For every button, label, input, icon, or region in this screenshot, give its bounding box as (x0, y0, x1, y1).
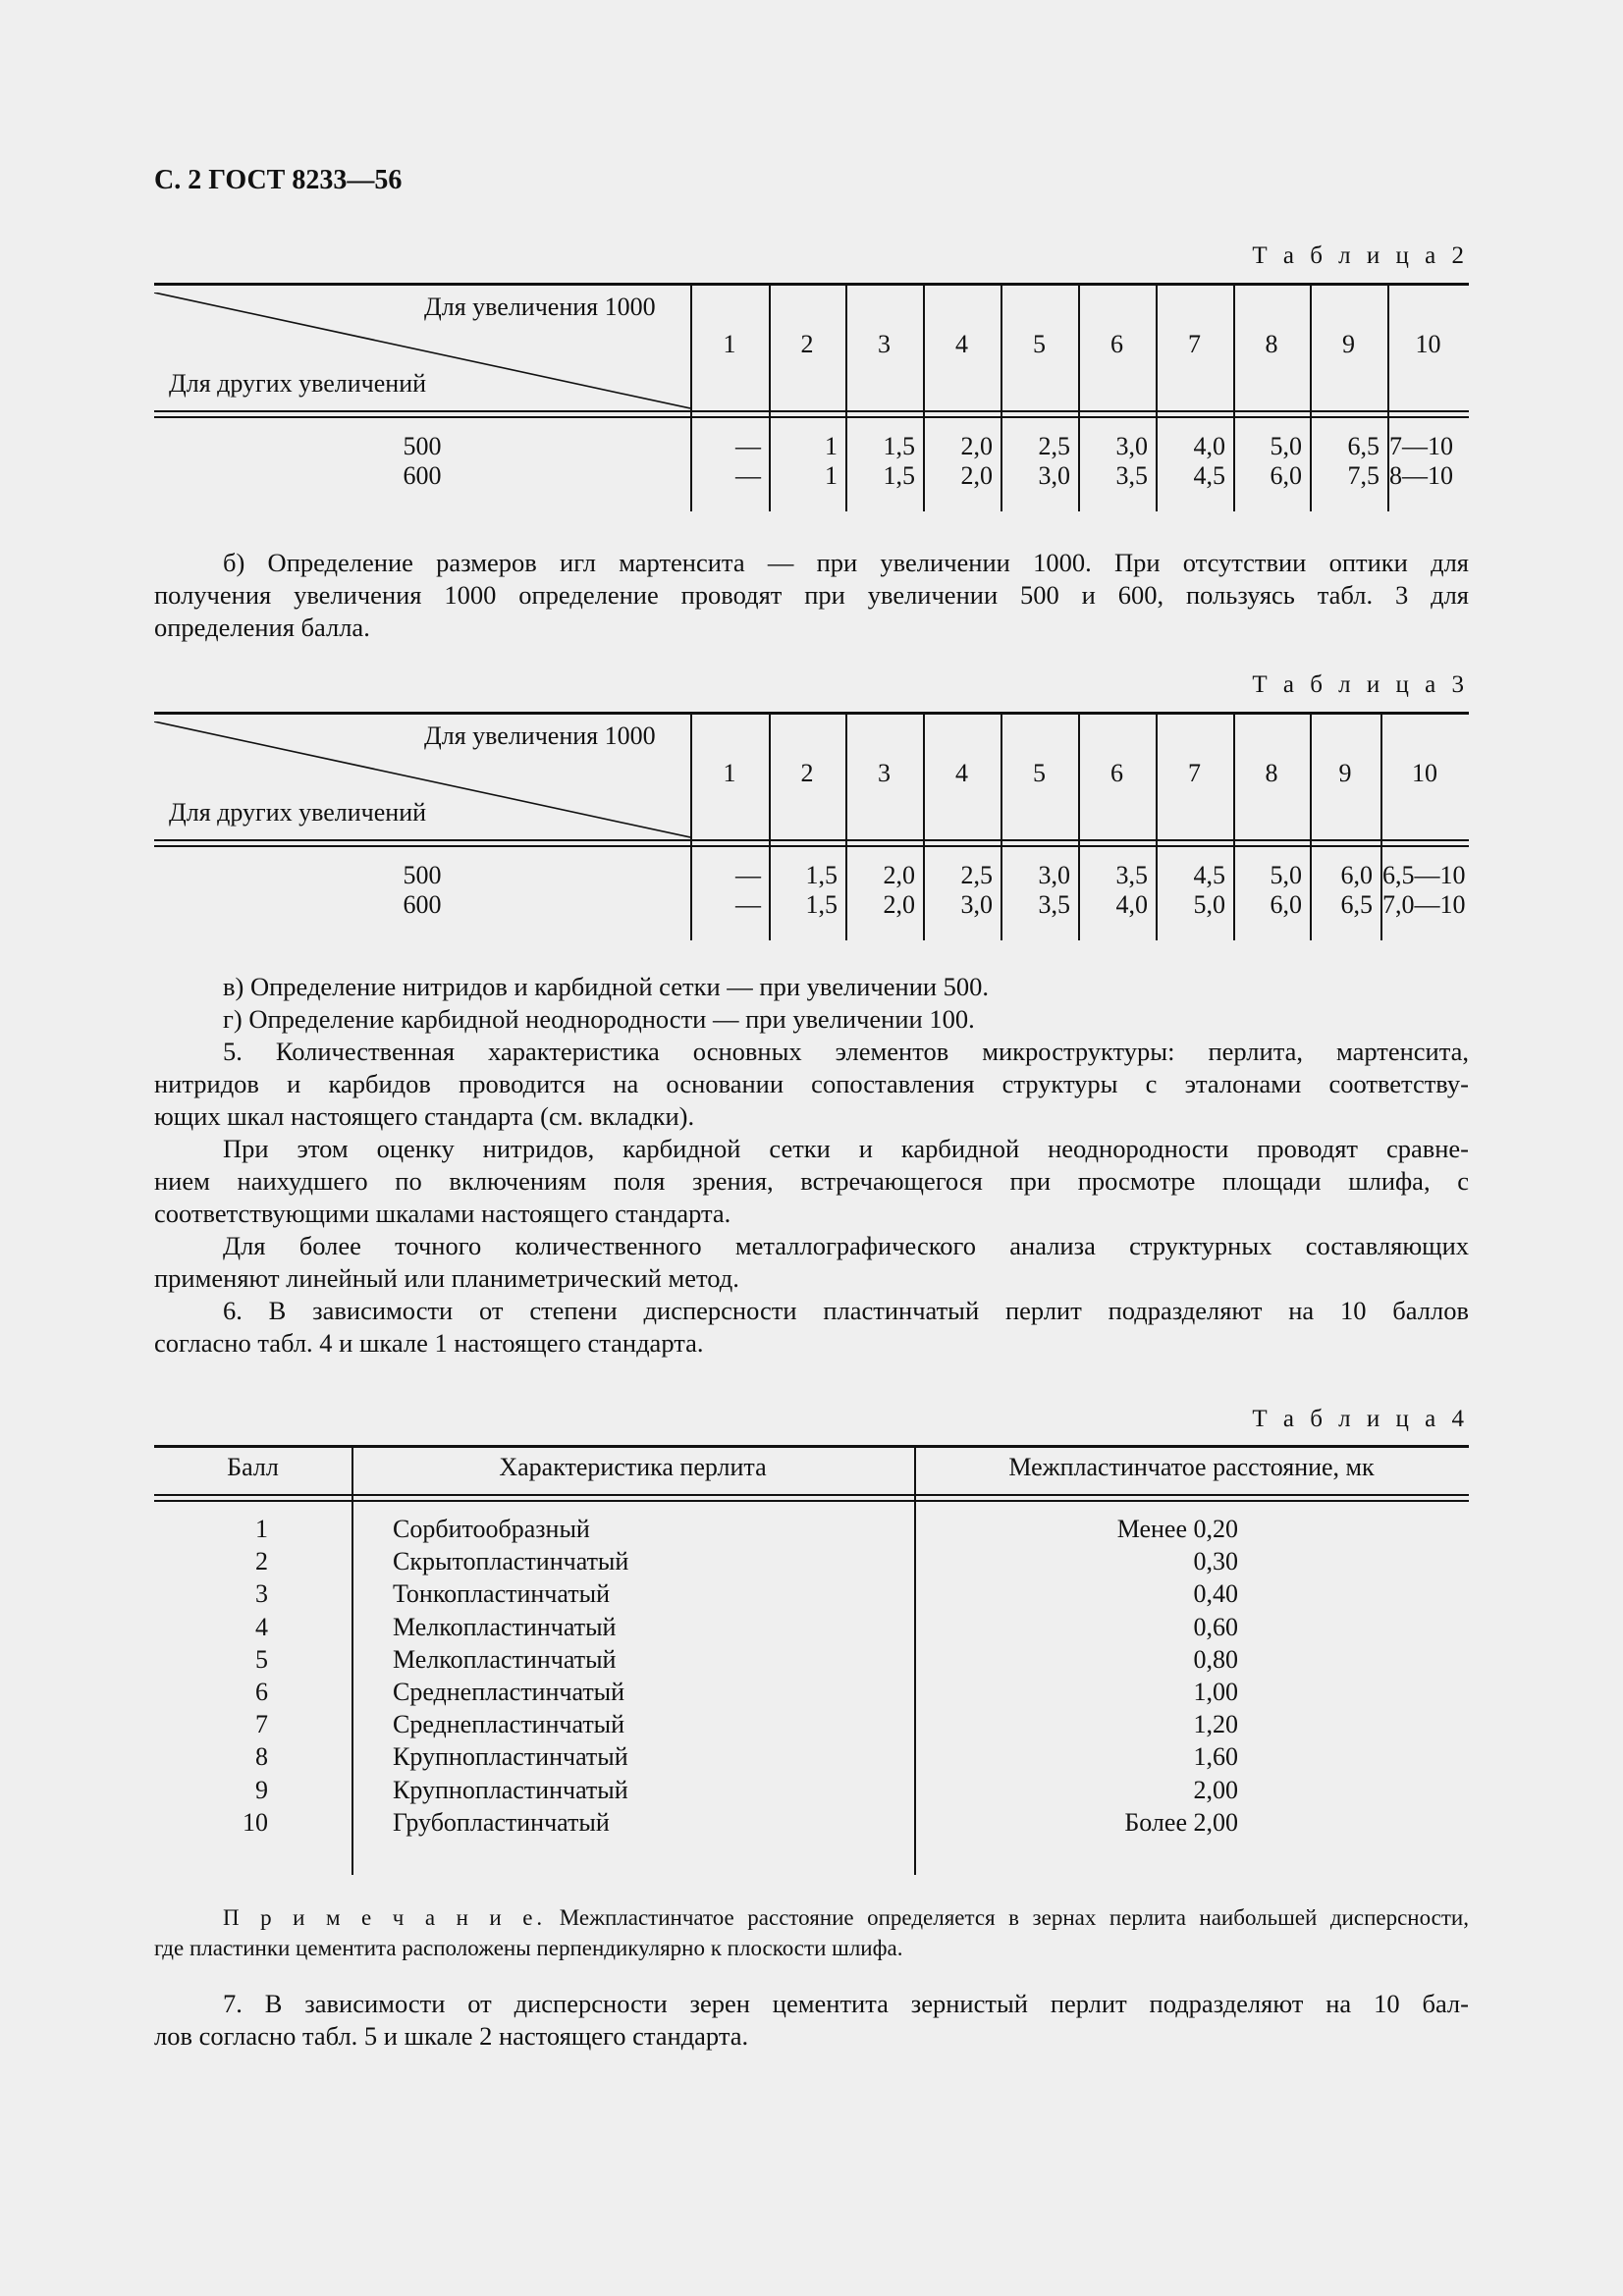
table-cell-ball: 5 (255, 1644, 268, 1674)
row-label: 600 (403, 461, 442, 490)
table-cell-distance: 1,60 (1193, 1742, 1238, 1772)
body-line: применяют линейный или планиметрический метод. (154, 1263, 739, 1293)
table-cell-ball: 4 (255, 1612, 268, 1641)
table-cell: 1 (825, 461, 838, 490)
table-cell-ball: 6 (255, 1678, 268, 1706)
table-cell-ball: 3 (255, 1579, 268, 1609)
paragraph-b (154, 547, 1469, 644)
table-cell: 1,5 (883, 461, 915, 490)
column-rule (352, 1445, 353, 1875)
page-header: С. 2 ГОСТ 8233—56 (154, 165, 403, 195)
table3-caption: Т а б л и ц а 3 (1252, 671, 1469, 698)
table-cell: 8—10 (1389, 461, 1453, 490)
table-cell-characteristic: Среднепластинчатый (393, 1678, 625, 1706)
corner-label-top: Для увеличения 1000 (424, 293, 656, 321)
column-header: 5 (1033, 759, 1046, 787)
table-cell: 2,5 (960, 861, 993, 889)
column-header: 9 (1338, 759, 1352, 787)
column-header: Характеристика перлита (499, 1453, 767, 1481)
table-cell: 6,0 (1270, 461, 1302, 490)
table-cell-characteristic: Грубопластинчатый (393, 1807, 610, 1837)
body-line: ющих шкал настоящего стандарта (см. вкладки). (154, 1101, 695, 1131)
corner-label-top: Для увеличения 1000 (424, 721, 656, 750)
table-cell-characteristic: Крупнопластинчатый (393, 1775, 628, 1804)
column-header: 6 (1110, 759, 1123, 787)
table-cell: 2,0 (883, 861, 915, 889)
paragraph-b-line: б) Определение размеров игл мартенсита — при увеличении 1000. При отсутствии оптики для (223, 548, 1469, 577)
column-header: 7 (1188, 330, 1201, 358)
table-cell: 2,0 (960, 432, 993, 460)
table-cell-ball: 1 (255, 1515, 268, 1543)
body-line: г) Определение карбидной неоднородности — при увеличении 100. (223, 1004, 975, 1034)
row-label: 500 (403, 861, 442, 889)
table-cell: 4,5 (1193, 861, 1225, 889)
row-label: 600 (403, 890, 442, 919)
table-cell: 2,0 (960, 461, 993, 490)
table-cell-characteristic: Крупнопластинчатый (393, 1742, 628, 1772)
note-line (154, 1902, 1469, 1933)
table-cell: 1,5 (805, 890, 838, 919)
table-cell: — (735, 861, 761, 889)
table-cell: 6,0 (1270, 890, 1302, 919)
column-header: 10 (1412, 759, 1437, 787)
table-cell-distance: Менее 0,20 (1116, 1515, 1238, 1543)
table4-note (154, 1902, 1469, 1963)
column-header: 2 (800, 759, 814, 787)
table-cell: 3,5 (1115, 461, 1148, 490)
body-text (154, 971, 1469, 1360)
table-cell: — (735, 432, 761, 460)
column-header: 2 (800, 330, 814, 358)
table-cell-distance: 0,60 (1193, 1612, 1238, 1641)
table-cell-ball: 2 (255, 1547, 268, 1576)
table-cell: 4,5 (1193, 461, 1225, 490)
table-cell: 3,0 (1115, 432, 1148, 460)
table-cell-distance: 0,40 (1193, 1579, 1238, 1609)
column-header: 9 (1342, 330, 1355, 358)
body-line: соответствующими шкалами настоящего стандарта. (154, 1199, 731, 1228)
table-cell-characteristic: Мелкопластинчатый (393, 1612, 617, 1641)
table-cell-ball: 10 (243, 1807, 268, 1837)
table-cell-characteristic: Среднепластинчатый (393, 1710, 625, 1739)
column-header: Балл (227, 1453, 279, 1481)
table-cell-characteristic: Сорбитообразный (393, 1515, 590, 1543)
note-label: П р и м е ч а н и е. (223, 1905, 547, 1930)
table-cell: — (735, 461, 761, 490)
table-cell-ball: 7 (255, 1710, 268, 1739)
paragraph-7 (154, 1988, 1469, 2053)
corner-label-bottom: Для других увеличений (169, 798, 427, 827)
table-cell: 7,5 (1347, 461, 1380, 490)
column-header: Межпластинчатое расстояние, мк (1008, 1453, 1375, 1481)
row-label: 500 (403, 432, 442, 460)
table-cell: 3,0 (960, 890, 993, 919)
table-cell: 3,0 (1038, 461, 1070, 490)
column-header: 4 (955, 759, 968, 787)
table-cell: 2,5 (1038, 432, 1070, 460)
table-cell: 7,0—10 (1382, 890, 1466, 919)
body-line: 6. В зависимости от степени дисперсности пластинчатый перлит подразделяют на 10 баллов (223, 1296, 1469, 1325)
table-cell: 3,5 (1038, 890, 1070, 919)
table-top-rule (154, 283, 1469, 286)
table-cell-ball: 9 (255, 1775, 268, 1804)
corner-label-bottom: Для других увеличений (169, 369, 427, 398)
table-cell-ball: 8 (255, 1742, 268, 1772)
body-line: нием наихудшего по включениям поля зрения, встречающегося при просмотре площади шлифа, с (154, 1166, 1469, 1196)
table-cell: 4,0 (1115, 890, 1148, 919)
table-cell-characteristic: Тонкопластинчатый (393, 1579, 610, 1609)
table-cell-distance: Более 2,00 (1124, 1807, 1238, 1837)
column-header: 1 (723, 330, 736, 358)
paragraph-7-line: лов согласно табл. 5 и шкале 2 настоящего стандарта. (154, 2021, 749, 2051)
table-cell: 7—10 (1389, 432, 1453, 460)
table-cell: 6,5 (1347, 432, 1380, 460)
column-header: 3 (878, 330, 891, 358)
table-cell: 5,0 (1270, 861, 1302, 889)
paragraph-b-line: определения балла. (154, 613, 370, 642)
note-line: где пластинки цементита расположены перпендикулярно к плоскости шлифа. (154, 1936, 903, 1960)
table2-caption: Т а б л и ц а 2 (1252, 242, 1469, 269)
column-header: 1 (723, 759, 736, 787)
column-header: 8 (1265, 759, 1278, 787)
table-cell-characteristic: Скрытопластинчатый (393, 1547, 629, 1576)
table-cell-distance: 1,00 (1193, 1678, 1238, 1706)
table-cell: 6,0 (1340, 861, 1373, 889)
table-cell: 6,5 (1340, 890, 1373, 919)
column-header: 8 (1265, 330, 1278, 358)
table-cell: 4,0 (1193, 432, 1225, 460)
table-cell: — (735, 890, 761, 919)
table-header-rule (154, 416, 1469, 418)
table-cell-distance: 2,00 (1193, 1775, 1238, 1804)
table-cell-distance: 0,30 (1193, 1547, 1238, 1576)
table-header-rule (154, 845, 1469, 847)
table4-caption: Т а б л и ц а 4 (1252, 1406, 1469, 1432)
body-line: 5. Количественная характеристика основных элементов микроструктуры: перлита, мартенсита, (223, 1037, 1469, 1066)
paragraph-7-line: 7. В зависимости от дисперсности зерен цементита зернистый перлит подразделяют на 10 бал- (223, 1989, 1469, 2018)
note-text: Межпластинчатое расстояние определяется в зернах перлита наибольшей дисперсности, (559, 1905, 1469, 1930)
table-cell: 5,0 (1193, 890, 1225, 919)
table-cell: 5,0 (1270, 432, 1302, 460)
table-cell-distance: 1,20 (1193, 1710, 1238, 1739)
column-header: 10 (1415, 330, 1441, 358)
paragraph-b-line: получения увеличения 1000 определение проводят при увеличении 500 и 600, пользуясь табл. 3 для (154, 580, 1469, 610)
table-cell: 1,5 (883, 432, 915, 460)
body-line: Для более точного количественного металлографического анализа структурных составляющих (223, 1231, 1469, 1260)
body-line: в) Определение нитридов и карбидной сетки — при увеличении 500. (223, 972, 990, 1001)
body-line: согласно табл. 4 и шкале 1 настоящего стандарта. (154, 1328, 704, 1358)
table-cell-characteristic: Мелкопластинчатый (393, 1644, 617, 1674)
column-header: 5 (1033, 330, 1046, 358)
table-cell: 3,5 (1115, 861, 1148, 889)
body-line: нитридов и карбидов проводится на основании сопоставления структуры с эталонами соответству- (154, 1069, 1469, 1098)
column-header: 4 (955, 330, 968, 358)
table-cell-distance: 0,80 (1193, 1644, 1238, 1674)
table-cell: 2,0 (883, 890, 915, 919)
table-cell: 1 (825, 432, 838, 460)
column-header: 6 (1110, 330, 1123, 358)
body-line: При этом оценку нитридов, карбидной сетки и карбидной неоднородности проводят сравне- (223, 1134, 1469, 1163)
table-top-rule (154, 712, 1469, 715)
column-header: 3 (878, 759, 891, 787)
table-cell: 1,5 (805, 861, 838, 889)
table-cell: 3,0 (1038, 861, 1070, 889)
column-header: 7 (1188, 759, 1201, 787)
table-cell: 6,5—10 (1382, 861, 1466, 889)
